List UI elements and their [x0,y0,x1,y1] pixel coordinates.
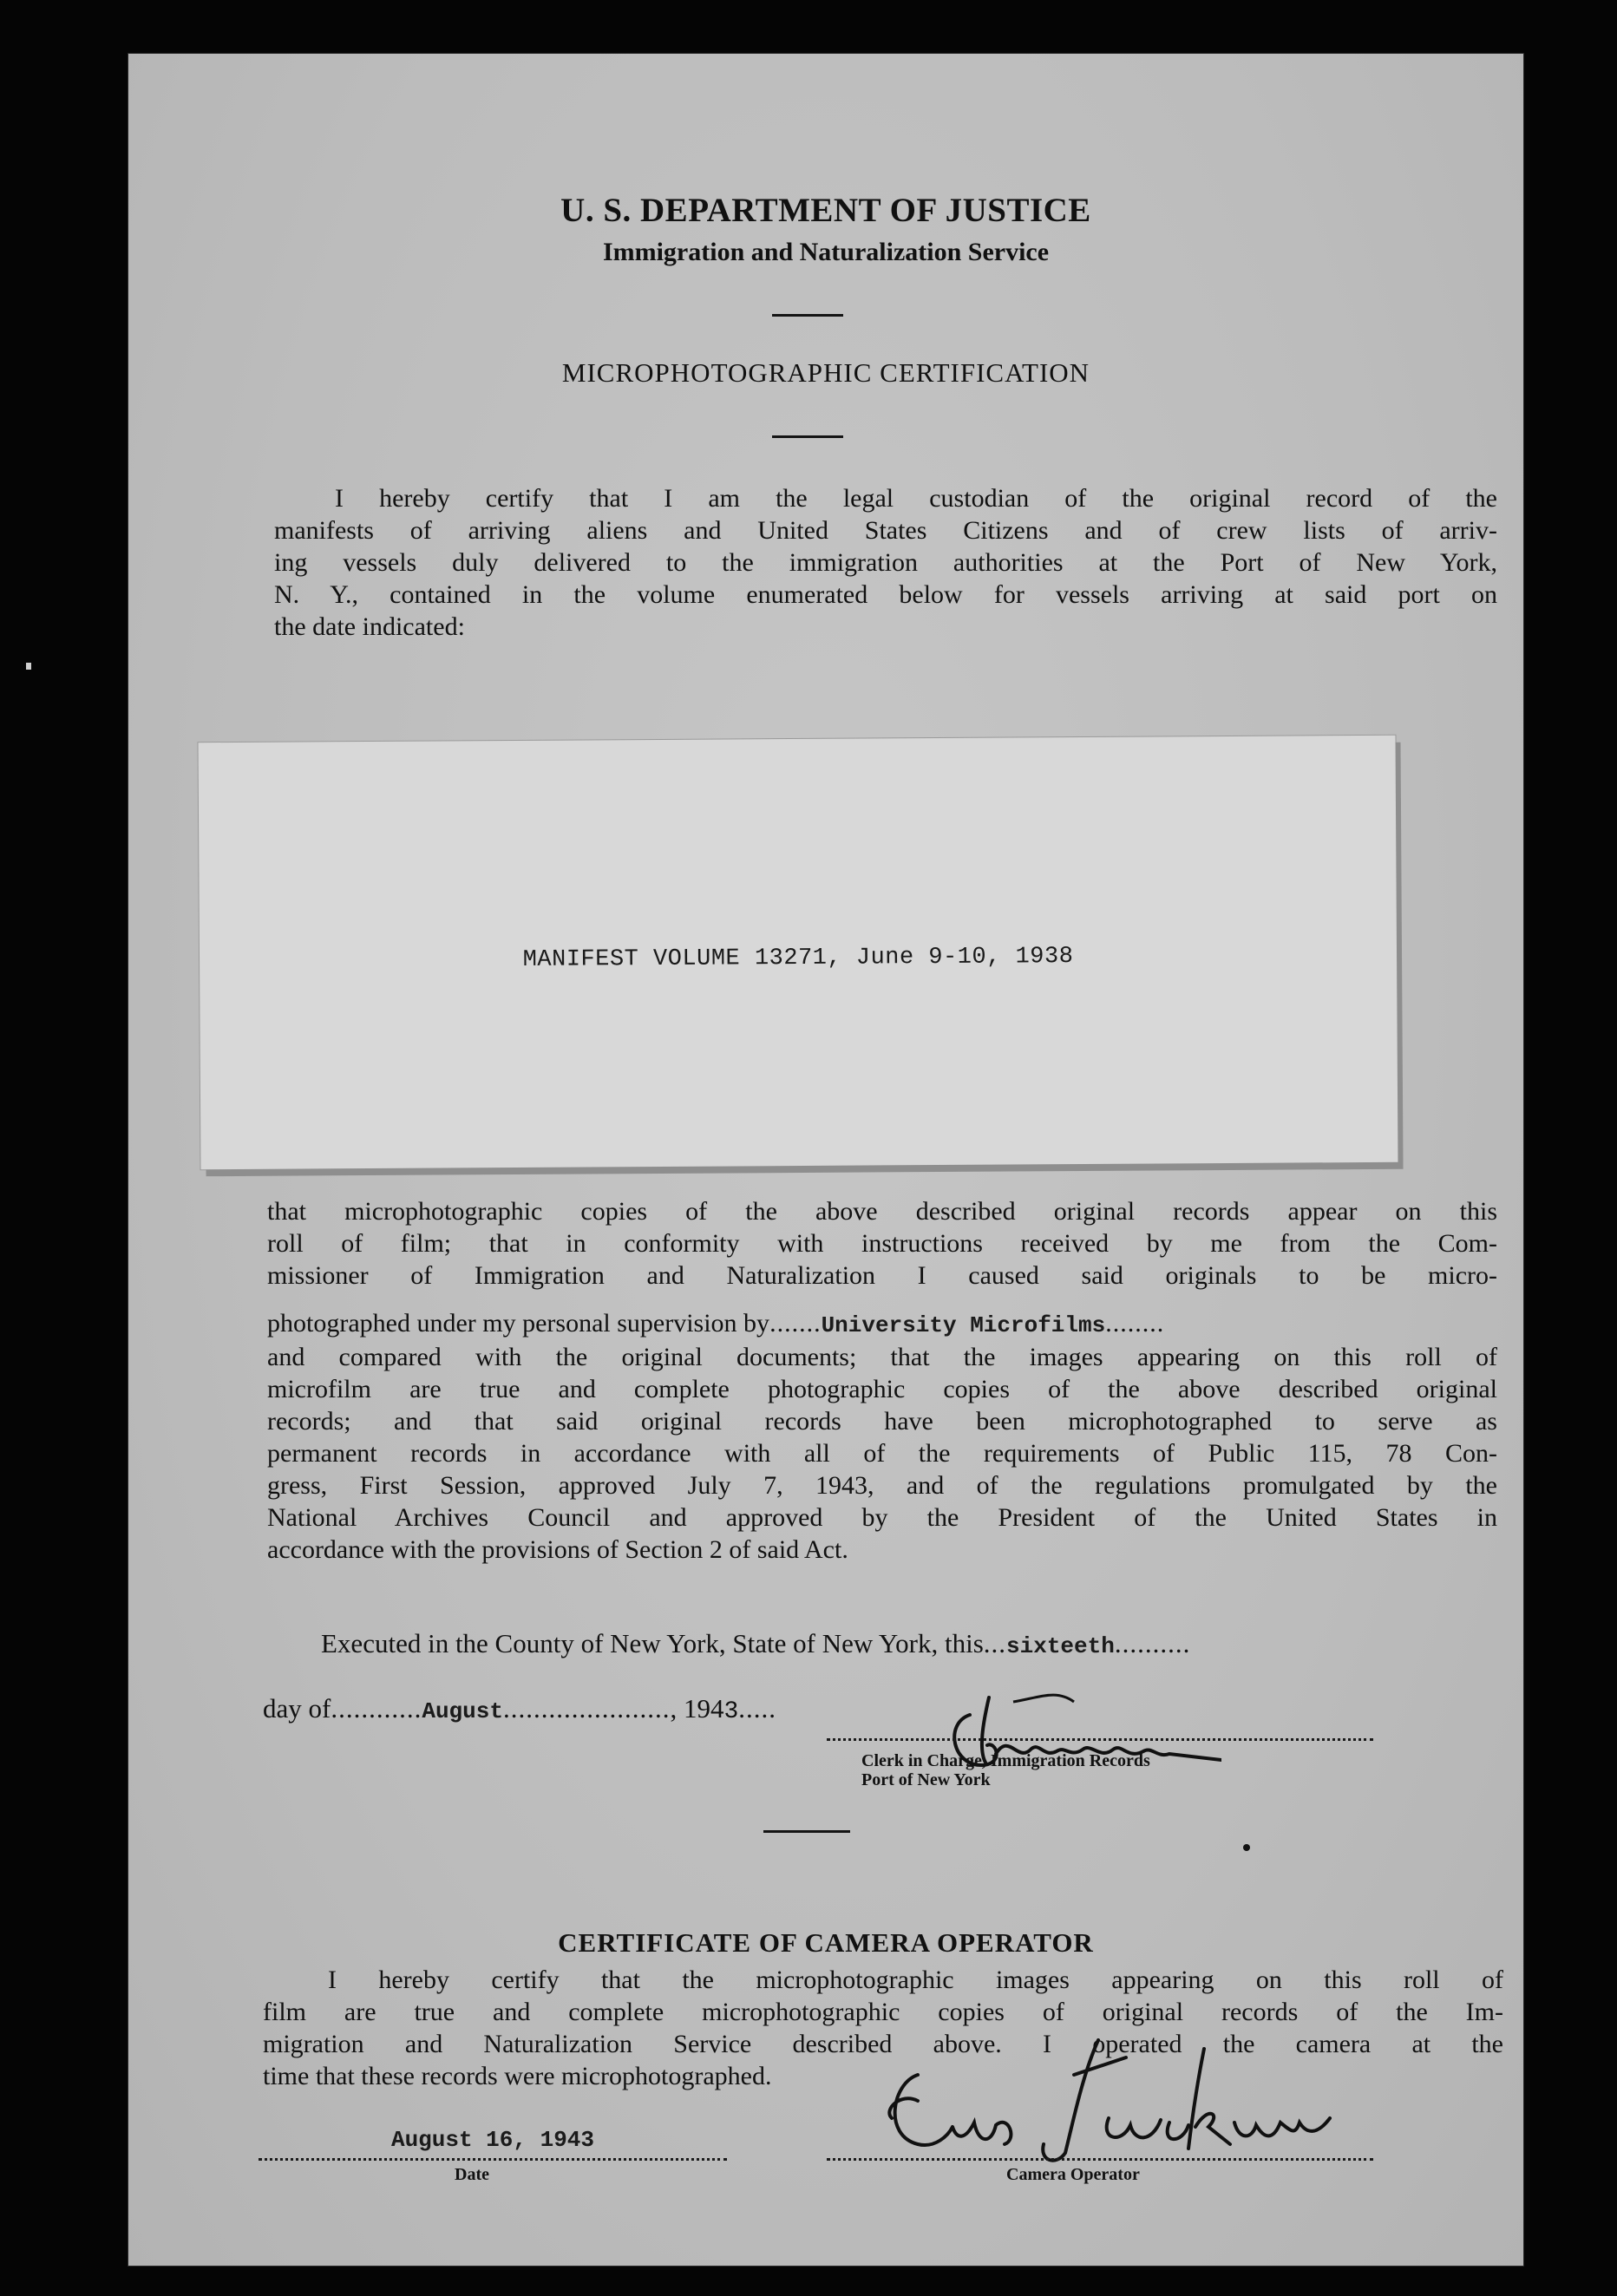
clerk-signature-line [827,1738,1373,1741]
paragraph-line: film are true and complete microphotographic copies of original records of the Im- [263,1998,1503,2026]
camera-operator-signature [866,2023,1352,2170]
execution-day: sixteeth [1006,1633,1115,1659]
manifest-volume-card [199,736,1398,1169]
dotted-leader: ........ [1105,1309,1165,1338]
service-subtitle: Immigration and Naturalization Service [602,238,1050,266]
operator-signature-line [827,2158,1373,2161]
paragraph-line: accordance with the provisions of Section 2 of said Act. [267,1535,848,1564]
certification-title: MICROPHOTOGRAPHIC CERTIFICATION [561,357,1090,388]
body-paragraph [267,1195,1497,1292]
certificate-page [128,54,1523,2266]
dotted-leader: ....... [769,1309,822,1338]
date-line [259,2158,727,2161]
paragraph-line: that microphotographic copies of the above described original records appear on this [267,1197,1497,1226]
operator-label: Camera Operator [1006,2165,1140,2184]
date-label: Date [455,2165,489,2184]
execution-month: August [422,1698,503,1724]
paragraph-line: and compared with the original documents; that the images appearing on this roll of [267,1343,1497,1371]
paragraph-line: time that these records were microphotographed. [263,2062,772,2090]
paragraph-line: permanent records in accordance with all of the requirements of Public 115, 78 Con- [267,1439,1497,1468]
clerk-port: Port of New York [861,1770,991,1789]
dotted-leader: ...................... [502,1693,671,1724]
paragraph-line: I hereby certify that I am the legal custodian of the original record of the [335,484,1497,513]
clerk-title: Clerk in Charge, Immigration Records [861,1751,1150,1770]
microfilm-company: University Microfilms [821,1312,1106,1338]
execution-prefix: Executed in the County of New York, State of New York, this [321,1628,984,1658]
paragraph-line: National Archives Council and approved by the President of the United States in [267,1503,1497,1532]
date-value: August 16, 1943 [390,2127,595,2153]
year-prefix: , 194 [670,1693,724,1724]
paragraph-line: missioner of Immigration and Naturalization I caused said originals to be micro- [267,1261,1497,1290]
day-of-label: day of [263,1693,331,1724]
manifest-volume-text: MANIFEST VOLUME 13271, June 9-10, 1938 [522,944,1074,973]
body-paragraph-continued [267,1341,1497,1566]
department-title: U. S. DEPARTMENT OF JUSTICE [560,192,1091,229]
paragraph-line: I hereby certify that the microphotographic images appearing on this roll of [328,1966,1503,1994]
dotted-leader: ..... [738,1693,777,1724]
dotted-leader: ... [983,1628,1007,1658]
paragraph-line: ing vessels duly delivered to the immigration authorities at the Port of New York, [274,548,1497,577]
dotted-leader: .......... [1114,1628,1191,1658]
supervision-prefix: photographed under my personal supervision by [267,1309,770,1338]
paragraph-line: N. Y., contained in the volume enumerated below for vessels arriving at said port on [274,580,1497,609]
clerk-label [861,1751,1150,1789]
paragraph-line: migration and Naturalization Service described above. I operated the camera at the [263,2030,1503,2058]
intro-paragraph [274,482,1497,643]
paragraph-line: microfilm are true and complete photographic copies of the above described original [267,1375,1497,1403]
divider-rule [763,1830,850,1833]
paragraph-line: manifests of arriving aliens and United States Citizens and of crew lists of arriv- [274,516,1497,545]
year-digit: 3 [723,1698,739,1725]
paragraph-line: gress, First Session, approved July 7, 1943, and of the regulations promulgated by the [267,1471,1497,1500]
dotted-leader: ............ [331,1693,422,1724]
ink-mark [1243,1844,1250,1851]
paragraph-line: the date indicated: [274,612,465,641]
day-of-line [263,1693,776,1725]
paragraph-line: roll of film; that in conformity with instructions received by me from the Com- [267,1229,1497,1258]
divider-rule [772,314,843,317]
paragraph-line: records; and that said original records have been microphotographed to serve as [267,1407,1497,1436]
execution-line [321,1628,1190,1659]
film-speck [26,663,31,670]
supervision-line [267,1309,1164,1338]
date-field [259,2127,727,2153]
divider-rule [772,435,843,438]
camera-certificate-title: CERTIFICATE OF CAMERA OPERATOR [558,1927,1094,1958]
